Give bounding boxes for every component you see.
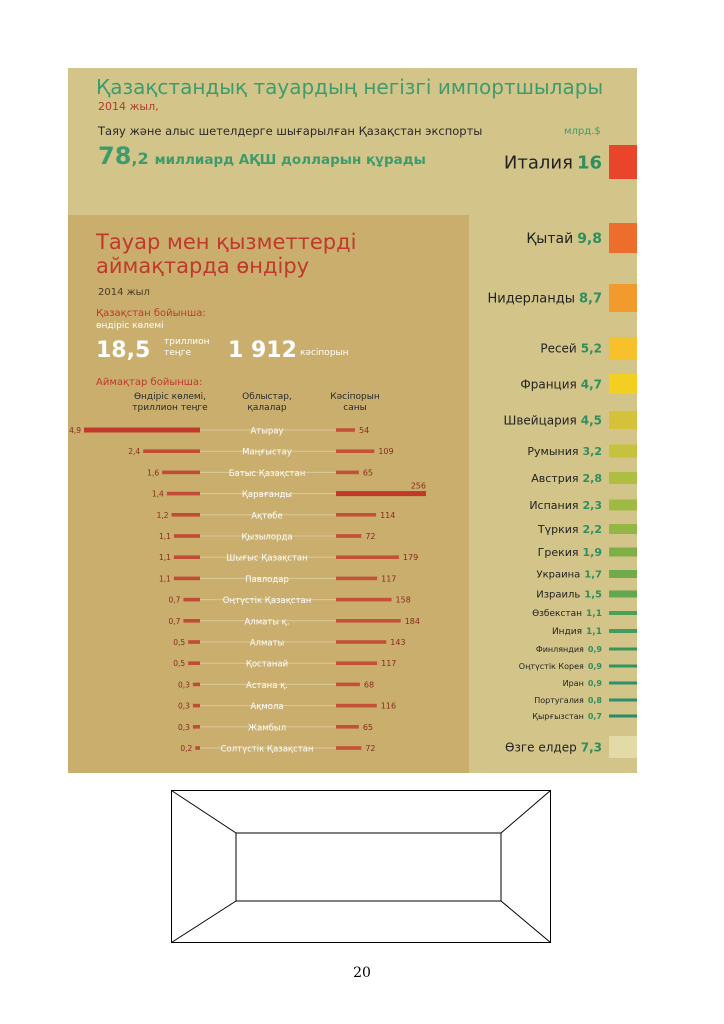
importer-value: 0,9	[587, 644, 602, 654]
output-bar	[174, 534, 200, 538]
volume-label: өндіріс көлемі	[96, 321, 164, 331]
output-bar	[172, 513, 200, 517]
region-name: Жамбыл	[247, 723, 287, 734]
volume-unit-line2: теңге	[164, 348, 191, 358]
enterprise-value: 143	[390, 638, 406, 647]
output-value: 0,7	[168, 595, 181, 605]
output-bar	[183, 619, 200, 623]
col-output-line1: Өндіріс көлемі,	[133, 392, 207, 402]
output-bar	[162, 471, 200, 475]
frame-line-tl	[172, 791, 237, 834]
importer-bar	[609, 337, 637, 359]
importer-value: 0,9	[587, 661, 602, 671]
enterprise-bar	[336, 513, 376, 517]
importer-country: Австрия	[531, 471, 579, 485]
output-bar	[84, 428, 200, 433]
export-subtitle: Таяу және алыс шетелдерге шығарылған Қазақстан экспорты	[98, 124, 483, 138]
output-bar	[174, 577, 200, 581]
importer-country: Түркия	[537, 522, 579, 536]
importer-country: Португалия	[534, 695, 584, 705]
infographic-canvas	[68, 68, 637, 773]
enterprise-value: 114	[380, 510, 396, 520]
importer-value: 1,1	[586, 627, 602, 638]
output-value: 1,4	[151, 489, 164, 499]
importer-label	[534, 696, 602, 705]
volume-value: 18,5	[96, 338, 151, 363]
importer-value: 1,9	[582, 545, 602, 559]
output-value: 1,1	[159, 553, 171, 563]
frame-outer	[172, 791, 551, 943]
enterprises-unit: кәсіпорын	[300, 348, 349, 358]
importer-bar	[609, 223, 637, 253]
output-bar	[193, 704, 200, 708]
importer-bar	[609, 445, 637, 458]
region-name: Шығыс Қазақстан	[226, 553, 308, 564]
kz-label: Қазақстан бойынша:	[96, 308, 206, 319]
importer-bar	[609, 715, 637, 718]
enterprise-value: 72	[365, 744, 376, 753]
enterprise-value: 158	[395, 595, 411, 605]
importer-bar	[609, 284, 637, 312]
output-bar	[174, 555, 200, 559]
output-bar	[188, 640, 200, 644]
col-ent-line2: саны	[343, 403, 367, 413]
enterprises-value: 1 912	[228, 338, 297, 363]
regional-year: 2014 жыл	[98, 287, 150, 298]
region-name: Оңтүстік Қазақстан	[222, 596, 312, 607]
importer-label	[532, 712, 602, 721]
frame-line-bl	[172, 901, 237, 943]
importer-label	[538, 546, 602, 559]
importer-country: Қырғызстан	[532, 711, 584, 721]
importer-label	[505, 740, 602, 754]
col-region-line2: қалалар	[247, 403, 287, 413]
importer-label	[537, 523, 602, 536]
enterprise-value: 68	[363, 680, 375, 690]
importer-country: Индия	[551, 627, 583, 638]
importer-value: 2,3	[582, 498, 602, 512]
enterprise-value: 117	[381, 659, 397, 669]
output-value: 0,3	[177, 701, 190, 711]
output-bar	[143, 449, 200, 453]
enterprise-value: 116	[380, 701, 397, 711]
region-name: Павлодар	[245, 574, 289, 585]
region-name: Астана қ.	[246, 680, 288, 691]
importer-bar	[609, 648, 637, 651]
region-name: Алматы қ.	[244, 617, 290, 628]
enterprise-bar	[336, 640, 386, 644]
frame-line-br	[501, 901, 551, 943]
enterprise-bar	[336, 577, 377, 581]
importer-label	[504, 152, 602, 173]
frame-inner	[236, 833, 501, 901]
importer-label	[527, 445, 602, 458]
output-value: 0,3	[177, 722, 190, 732]
importer-country: Украина	[536, 569, 581, 581]
enterprise-bar	[336, 598, 392, 602]
output-value: 1,2	[156, 510, 169, 520]
output-value: 1,1	[159, 532, 171, 541]
main-title: Қазақстандық тауардың негізгі импортшылары	[96, 75, 604, 99]
importer-country: Өзге елдер	[505, 740, 577, 755]
importer-value: 0,9	[587, 678, 602, 688]
enterprise-bar	[336, 471, 359, 475]
output-bar	[195, 746, 200, 750]
importer-bar	[609, 411, 637, 429]
enterprise-bar	[336, 449, 374, 453]
regional-title-line1: Тауар мен қызметтерді	[96, 230, 357, 254]
output-value: 4,9	[69, 426, 81, 435]
importer-bar	[609, 699, 637, 702]
importer-country: Иран	[562, 678, 584, 688]
output-value: 0,5	[173, 638, 186, 647]
importer-bar	[609, 524, 637, 534]
col-region-line1: Облыстар,	[242, 392, 292, 402]
importer-value: 5,2	[580, 341, 602, 356]
importer-country: Ресей	[540, 341, 577, 356]
region-name: Қостанай	[245, 659, 289, 670]
importer-bar	[609, 145, 637, 179]
enterprise-bar	[336, 555, 399, 559]
output-value: 2,4	[128, 447, 141, 457]
importer-bar	[609, 591, 637, 598]
regional-title-line2: аймақтарда өндіру	[96, 254, 310, 278]
importer-value: 1,5	[584, 589, 602, 601]
importer-label	[540, 341, 602, 355]
export-total-dec: ,2	[131, 149, 149, 168]
output-bar	[193, 683, 200, 687]
enterprise-value: 109	[378, 447, 394, 457]
frame-line-tr	[501, 791, 551, 834]
year-label: 2014 жыл,	[98, 100, 159, 113]
importer-value: 0,8	[587, 695, 602, 705]
output-value: 1,1	[159, 574, 171, 584]
importer-label	[532, 609, 602, 619]
importer-country: Өзбекстан	[532, 609, 583, 620]
importer-bar	[609, 548, 637, 557]
enterprise-value: 54	[358, 426, 370, 435]
importer-label	[537, 570, 603, 581]
importer-bar	[609, 736, 637, 758]
importer-country: Испания	[529, 498, 579, 512]
by-region-label: Аймақтар бойынша:	[96, 377, 203, 388]
importer-bar	[609, 665, 637, 668]
page-number: 20	[353, 965, 371, 981]
export-total-text: миллиард АҚШ долларын құрады	[154, 152, 426, 168]
region-name: Ақтөбе	[251, 511, 283, 522]
region-name: Батыс Қазақстан	[228, 468, 306, 479]
empty-frame-diagram	[171, 790, 551, 943]
importer-bar	[609, 629, 637, 633]
enterprise-value: 184	[404, 616, 420, 626]
importer-label	[526, 231, 602, 247]
importer-label	[520, 377, 602, 391]
enterprise-value: 117	[381, 574, 397, 584]
volume-unit-line1: триллион	[164, 337, 210, 347]
importer-country: Оңтүстік Корея	[518, 661, 584, 671]
importer-bar	[609, 500, 637, 511]
importer-label	[563, 679, 603, 688]
importer-bar	[609, 472, 637, 484]
enterprise-bar	[336, 683, 360, 687]
importer-value: 1,7	[584, 569, 602, 581]
importer-bar	[609, 570, 637, 578]
enterprise-bar	[336, 534, 361, 538]
importer-country: Нидерланды	[487, 291, 575, 307]
importer-country: Грекия	[537, 545, 579, 559]
importer-value: 7,3	[580, 740, 602, 755]
importer-value: 3,2	[582, 444, 602, 458]
importer-value: 4,5	[580, 413, 602, 428]
importer-country: Швейцария	[503, 413, 577, 428]
region-name: Ақмола	[250, 702, 284, 713]
enterprise-bar	[336, 704, 377, 708]
importer-value: 0,7	[587, 711, 602, 721]
enterprise-value: 256	[410, 481, 426, 491]
region-name: Атырау	[250, 426, 284, 437]
enterprise-value: 72	[365, 532, 376, 541]
importer-country: Финляндия	[535, 644, 584, 654]
importer-bar	[609, 611, 637, 615]
enterprise-value: 179	[402, 553, 419, 563]
importer-label	[552, 627, 602, 637]
importer-label	[487, 292, 602, 307]
importer-value: 2,8	[582, 471, 602, 485]
importer-label	[536, 645, 603, 654]
importer-value: 8,7	[578, 291, 602, 307]
importer-country: Израиль	[536, 589, 581, 601]
col-ent-line1: Кәсіпорын	[330, 392, 380, 402]
output-value: 0,5	[173, 659, 186, 669]
region-name: Солтүстік Қазақстан	[220, 744, 314, 755]
region-name: Маңғыстау	[242, 447, 292, 458]
importers-chart	[487, 145, 637, 758]
enterprise-bar	[336, 661, 377, 665]
importer-value: 9,8	[577, 231, 602, 248]
importer-label	[536, 590, 602, 601]
output-bar	[188, 661, 200, 665]
importer-label	[531, 472, 602, 485]
importer-value: 4,7	[580, 377, 602, 392]
importer-country: Румыния	[527, 444, 579, 458]
unit-label: млрд.$	[564, 126, 601, 137]
enterprise-bar	[336, 746, 361, 750]
export-total	[98, 142, 426, 170]
enterprise-value: 65	[362, 722, 374, 732]
region-name: Қызылорда	[241, 532, 293, 543]
enterprise-bar	[336, 725, 359, 729]
enterprise-value: 65	[362, 468, 374, 478]
output-value: 0,7	[168, 616, 181, 626]
importer-bar	[609, 374, 637, 394]
importer-value: 2,2	[582, 522, 602, 536]
output-bar	[193, 725, 200, 729]
importer-value: 16	[576, 152, 602, 174]
region-name: Алматы	[249, 638, 285, 649]
importer-label	[529, 499, 602, 512]
output-bar	[183, 598, 200, 602]
importer-bar	[609, 682, 637, 685]
infographic	[68, 68, 637, 773]
col-output-line2: триллион теңге	[132, 403, 208, 413]
importer-label	[519, 662, 603, 671]
output-value: 0,2	[180, 744, 193, 753]
importer-country: Италия	[503, 152, 573, 174]
output-value: 0,3	[177, 680, 190, 690]
importer-value: 1,1	[586, 609, 602, 620]
importer-label	[503, 413, 602, 427]
region-name: Қарағанды	[241, 490, 293, 501]
output-bar	[167, 492, 200, 496]
importer-country: Франция	[520, 377, 577, 392]
enterprise-bar	[336, 428, 355, 432]
enterprise-bar	[336, 619, 401, 623]
output-value: 1,6	[147, 468, 160, 478]
enterprise-bar	[336, 491, 426, 496]
importer-country: Қытай	[526, 231, 574, 248]
export-total-int: 78	[98, 142, 132, 170]
